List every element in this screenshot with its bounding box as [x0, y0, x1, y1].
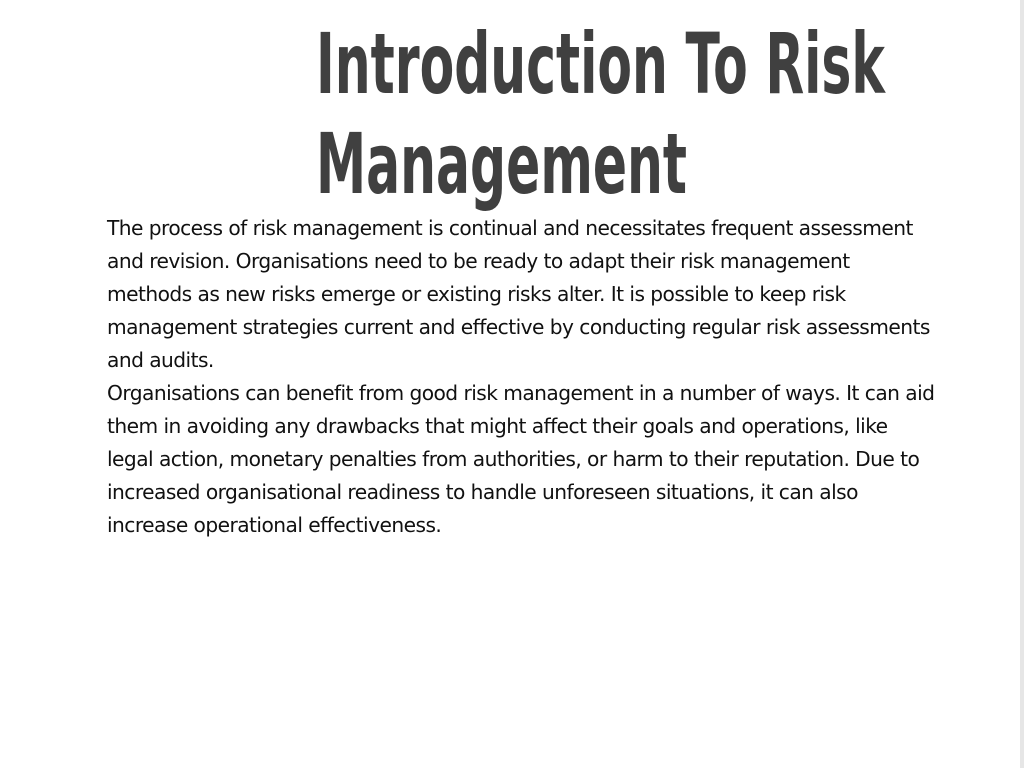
- paragraph-2: Organisations can benefit from good risk management in a number of ways. It can aid them in avoiding any drawbacks that might affect their goals and operations, like legal action, monetary penalties from authorities, or harm to their reputation. Due to increased organisational readiness to handle unforeseen situations, it can also increase operational effectiveness.: [107, 381, 935, 537]
- body-text: [107, 212, 937, 542]
- paragraph-1: The process of risk management is continual and necessitates frequent assessment and revision. Organisations need to be ready to adapt their risk management methods as new risks emerge or existing risks alter. It is possible to keep risk management strategies current and effective by conducting regular risk assessments and audits.: [107, 216, 930, 372]
- page-title: [210, 14, 885, 214]
- right-edge-divider: [1020, 0, 1024, 768]
- title-line-1: Introduction To Risk: [316, 15, 885, 113]
- title-line-2: Management: [316, 115, 687, 213]
